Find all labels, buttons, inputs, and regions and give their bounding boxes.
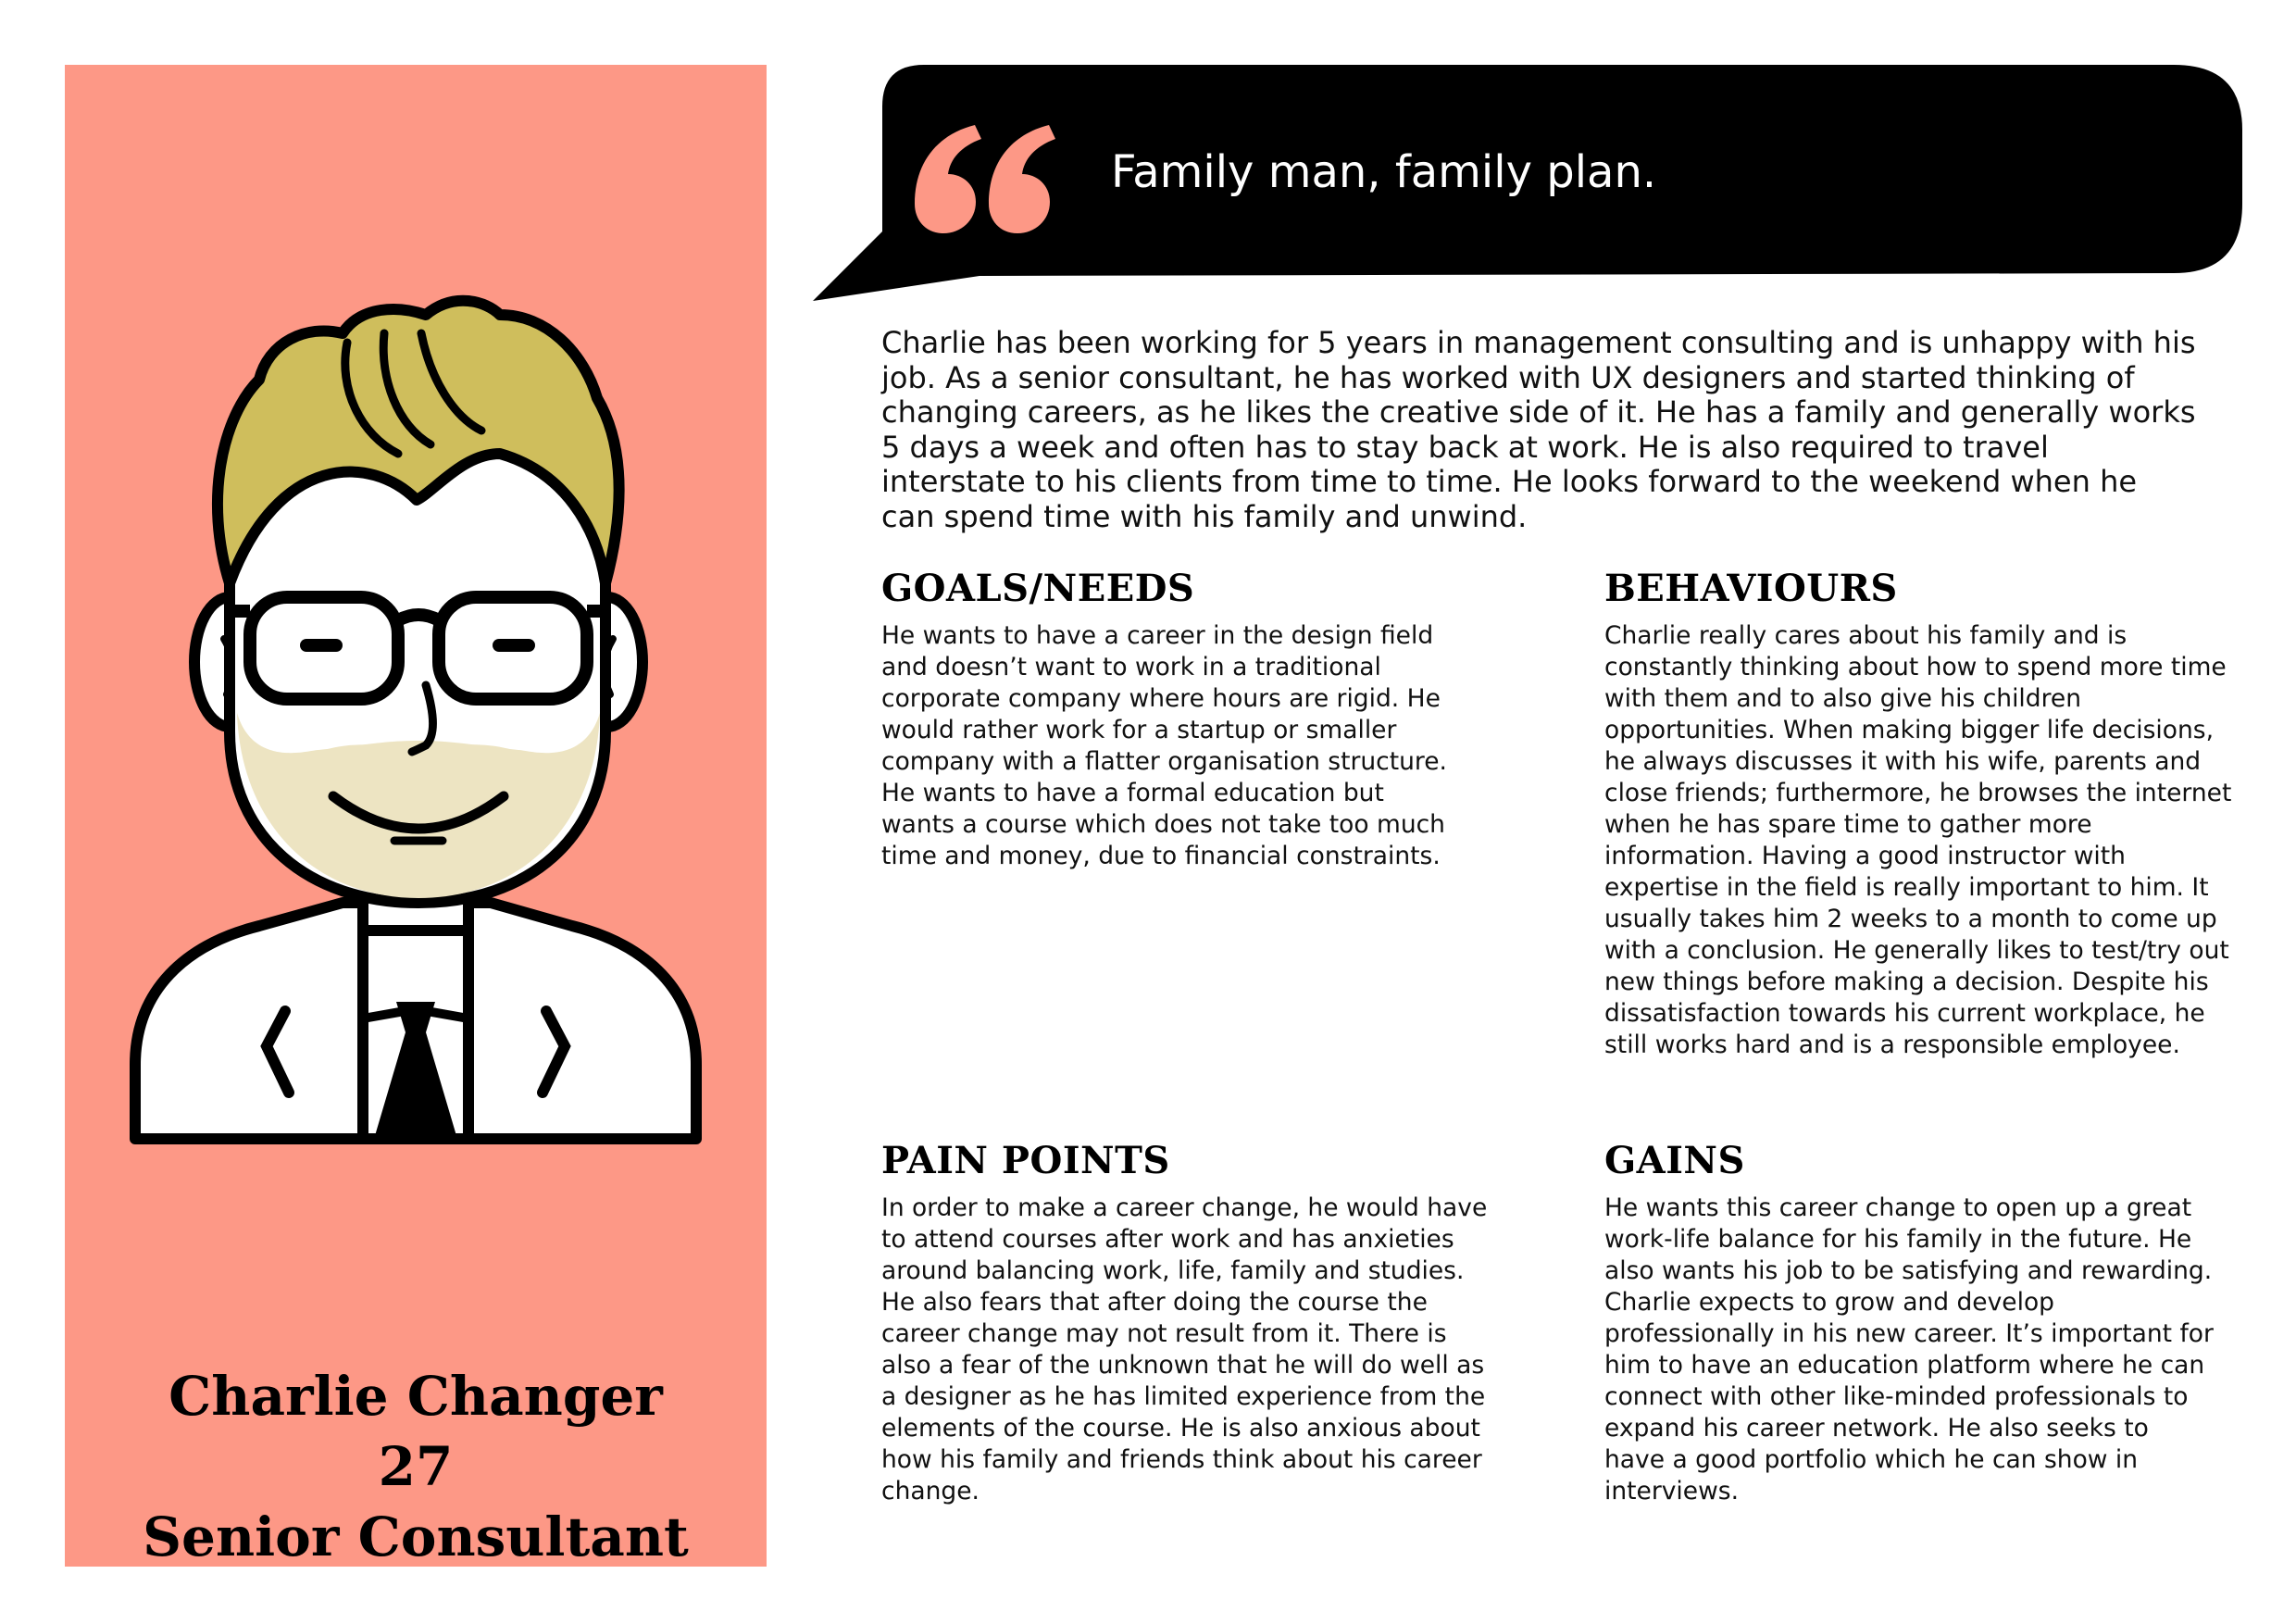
section-goals-needs [881, 565, 1455, 872]
section-title: GOALS/NEEDS [881, 567, 1195, 610]
section-body: He wants this career change to open up a great work-life balance for his family in the future. He also wants his job to be satisfying and rewarding. Charlie expects to grow and develop professionally in his new career. It’s important for him to have an education platform where he can connect with other like-minded professionals to expand his career network. He also seeks to have a good portfolio which he can show in interviews. [1604, 1193, 2214, 1505]
persona-name: Charlie Changer [168, 1365, 663, 1428]
avatar [65, 65, 767, 1222]
persona-role: Senior Consultant [143, 1505, 689, 1568]
section-title: PAIN POINTS [881, 1139, 1170, 1182]
section-pain-points [881, 1137, 1492, 1507]
persona-info [65, 1361, 767, 1572]
section-title: GAINS [1604, 1139, 1745, 1182]
section-behaviours [1604, 565, 2243, 1061]
persona-panel [65, 65, 767, 1567]
section-gains [1604, 1137, 2215, 1507]
section-body: In order to make a career change, he would have to attend courses after work and has anxieties around balancing work, life, family and studies. He also fears that after doing the course the career change may not result from it. There is also a fear of the unknown that he will do well as a designer as he has limited experience from the elements of the course. He is also anxious about how his family and friends think about his career change. [881, 1193, 1488, 1505]
section-body: He wants to have a career in the design field and doesn’t want to work in a traditional corporate company where hours are rigid. He would rather work for a startup or smaller company with a flatter organisation structure. He wants to have a formal education but wants a course which does not take too much time and money, due to financial constraints. [881, 621, 1447, 870]
section-title: BEHAVIOURS [1604, 567, 1898, 610]
section-body: Charlie really cares about his family and is constantly thinking about how to spend more time with them and to also give his children opportunities. When making bigger life decisions, he always discusses it with his wife, parents and close friends; furthermore, he browses the internet when he has spare time to gather more information. Having a good instructor with expertise in the field is really important to him. It usually takes him 2 weeks to a month to come up with a conclusion. He generally likes to test/try out new things before making a decision. Despite his dissatisfaction towards his current workplace, he still works hard and is a responsible employee. [1604, 621, 2232, 1059]
summary-paragraph: Charlie has been working for 5 years in management consulting and is unhappy with his job. As a senior consultant, he has worked with UX designers and started thinking of changing careers, as he likes the creative side of it. He has a family and generally works 5 days a week and often has to stay back at work. He is also required to travel interstate to his clients from time to time. He looks forward to the weekend when he can spend time with his family and unwind. [881, 325, 2196, 534]
quote-text: Family man, family plan. [1111, 146, 1657, 198]
persona-age: 27 [378, 1435, 454, 1498]
